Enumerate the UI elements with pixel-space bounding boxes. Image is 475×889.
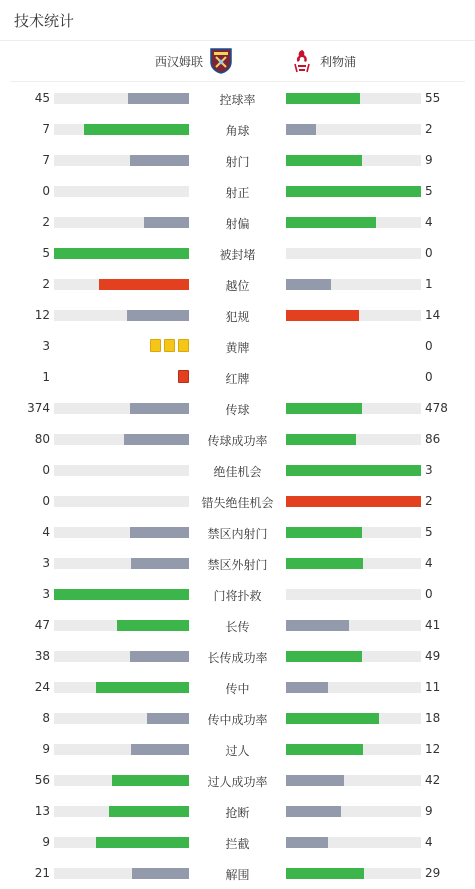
away-stat-value: 5 <box>425 184 433 198</box>
home-stat-bar-track <box>54 310 189 321</box>
header <box>0 0 475 41</box>
home-stat-value: 0 <box>42 463 50 477</box>
home-stat-bar-track <box>54 124 189 135</box>
home-stat-bar-track <box>54 620 189 631</box>
red-card-icon <box>178 370 189 383</box>
home-stat-bar <box>144 217 189 228</box>
home-stat-bar-track <box>54 403 189 414</box>
home-stat-bar <box>54 589 189 600</box>
stat-row <box>0 703 475 734</box>
away-stat-value: 2 <box>425 494 433 508</box>
away-stat-value: 0 <box>425 370 433 384</box>
home-cards <box>150 339 189 352</box>
home-stat-bar <box>96 682 189 693</box>
stat-label: 角球 <box>225 124 250 138</box>
home-stat-value: 0 <box>42 184 50 198</box>
away-stat-value: 42 <box>425 773 441 787</box>
away-stat-value: 2 <box>425 122 433 136</box>
home-stat-bar <box>130 527 189 538</box>
home-stat-bar-track <box>54 713 189 724</box>
stat-row <box>0 548 475 579</box>
away-stat-bar-track <box>286 744 421 755</box>
home-stat-bar-track <box>54 744 189 755</box>
away-stat-bar-track <box>286 620 421 631</box>
away-stat-bar <box>286 744 363 755</box>
away-stat-bar-track <box>286 682 421 693</box>
home-stat-bar <box>131 744 189 755</box>
home-stat-bar <box>132 868 189 879</box>
away-stat-value: 18 <box>425 711 441 725</box>
home-stat-value: 2 <box>42 215 50 229</box>
away-stat-bar-track <box>286 217 421 228</box>
home-team[interactable] <box>155 41 233 81</box>
away-stat-value: 3 <box>425 463 433 477</box>
away-stat-value: 4 <box>425 215 433 229</box>
yellow-card-icon <box>164 339 175 352</box>
home-stat-bar <box>130 403 189 414</box>
home-stat-bar <box>117 620 189 631</box>
home-stat-bar-track <box>54 806 189 817</box>
away-stat-bar-track <box>286 155 421 166</box>
stat-label: 绝佳机会 <box>213 465 262 479</box>
stat-row <box>0 827 475 858</box>
stat-label: 禁区内射门 <box>207 527 268 541</box>
home-stat-value: 0 <box>42 494 50 508</box>
stat-label: 错失绝佳机会 <box>201 496 274 510</box>
teams-header <box>10 41 465 82</box>
stat-row <box>0 176 475 207</box>
away-stat-value: 478 <box>425 401 448 415</box>
home-stat-value: 24 <box>34 680 50 694</box>
home-stat-bar-track <box>54 93 189 104</box>
home-stat-bar-track <box>54 434 189 445</box>
stat-label: 红牌 <box>225 372 250 386</box>
stat-row <box>0 145 475 176</box>
stat-label: 长传 <box>225 620 250 634</box>
stat-label: 越位 <box>225 279 250 293</box>
away-stat-value: 0 <box>425 246 433 260</box>
home-stat-value: 4 <box>42 525 50 539</box>
stat-row <box>0 579 475 610</box>
home-stat-bar-track <box>54 682 189 693</box>
stat-label: 抢断 <box>225 806 250 820</box>
home-stat-value: 80 <box>34 432 50 446</box>
away-stat-bar-track <box>286 713 421 724</box>
away-stat-bar-track <box>286 651 421 662</box>
away-stat-value: 11 <box>425 680 441 694</box>
home-stat-bar-track <box>54 155 189 166</box>
away-stat-bar-track <box>286 465 421 476</box>
away-stat-bar-track <box>286 186 421 197</box>
away-team-name: 利物浦 <box>320 54 357 69</box>
away-stat-bar <box>286 279 331 290</box>
home-stat-bar <box>130 155 189 166</box>
home-stat-bar-track <box>54 186 189 197</box>
stat-row <box>0 424 475 455</box>
away-stat-bar-track <box>286 248 421 259</box>
away-stat-bar <box>286 868 364 879</box>
stat-label: 射正 <box>225 186 250 200</box>
stat-row <box>0 269 475 300</box>
away-stat-bar-track <box>286 93 421 104</box>
home-stat-value: 3 <box>42 587 50 601</box>
away-stat-bar-track <box>286 527 421 538</box>
stat-label: 传球 <box>225 403 250 417</box>
stat-row <box>0 83 475 114</box>
away-stat-bar <box>286 713 379 724</box>
away-stat-bar <box>286 558 363 569</box>
away-stat-value: 1 <box>425 277 433 291</box>
away-stat-value: 0 <box>425 339 433 353</box>
home-stat-bar <box>99 279 189 290</box>
stat-label: 黄牌 <box>225 341 250 355</box>
away-stat-bar <box>286 651 362 662</box>
stat-row <box>0 207 475 238</box>
stat-label: 禁区外射门 <box>207 558 268 572</box>
away-team[interactable] <box>290 41 356 81</box>
away-stat-bar-track <box>286 496 421 507</box>
home-stat-bar <box>54 248 189 259</box>
away-stat-value: 49 <box>425 649 441 663</box>
home-stat-value: 8 <box>42 711 50 725</box>
home-stat-bar-track <box>54 465 189 476</box>
away-stat-value: 14 <box>425 308 441 322</box>
home-stat-bar-track <box>54 651 189 662</box>
stat-row <box>0 517 475 548</box>
stat-row <box>0 455 475 486</box>
home-stat-value: 1 <box>42 370 50 384</box>
away-stat-bar <box>286 837 328 848</box>
home-stat-value: 45 <box>34 91 50 105</box>
home-stat-bar-track <box>54 558 189 569</box>
stat-row <box>0 641 475 672</box>
home-stat-value: 3 <box>42 556 50 570</box>
home-team-name: 西汉姆联 <box>154 54 203 69</box>
stat-label: 传中成功率 <box>207 713 268 727</box>
away-stat-bar <box>286 620 349 631</box>
stat-row <box>0 393 475 424</box>
away-stat-bar <box>286 527 362 538</box>
stat-row <box>0 300 475 331</box>
away-stat-bar <box>286 124 316 135</box>
away-stat-bar-track <box>286 403 421 414</box>
stat-label: 拦截 <box>225 837 250 851</box>
home-stat-bar <box>130 651 189 662</box>
stat-row <box>0 362 475 393</box>
stat-row <box>0 238 475 269</box>
stat-row <box>0 796 475 827</box>
west-ham-crest-icon <box>209 48 233 74</box>
away-stat-bar <box>286 186 421 197</box>
away-stat-bar <box>286 775 344 786</box>
away-stat-bar-track <box>286 806 421 817</box>
stat-row <box>0 734 475 765</box>
away-stat-bar-track <box>286 775 421 786</box>
stat-label: 射门 <box>225 155 250 169</box>
home-stat-bar-track <box>54 868 189 879</box>
stat-label: 过人成功率 <box>207 775 268 789</box>
away-stat-bar-track <box>286 558 421 569</box>
away-stat-bar <box>286 93 360 104</box>
stat-row <box>0 765 475 796</box>
home-stat-bar <box>84 124 189 135</box>
home-stat-bar <box>112 775 189 786</box>
away-stat-value: 9 <box>425 804 433 818</box>
stat-label: 犯规 <box>225 310 250 324</box>
away-stat-value: 5 <box>425 525 433 539</box>
away-stat-value: 9 <box>425 153 433 167</box>
home-stat-bar-track <box>54 527 189 538</box>
away-stat-value: 4 <box>425 835 433 849</box>
home-cards <box>178 370 189 383</box>
stat-label: 传中 <box>225 682 250 696</box>
home-stat-value: 7 <box>42 153 50 167</box>
away-stat-bar <box>286 434 356 445</box>
home-stat-value: 374 <box>27 401 50 415</box>
away-stat-value: 0 <box>425 587 433 601</box>
stat-row <box>0 610 475 641</box>
stat-label: 解围 <box>225 868 250 882</box>
stat-label: 长传成功率 <box>207 651 268 665</box>
stat-row <box>0 331 475 362</box>
stat-label: 门将扑救 <box>213 589 262 603</box>
home-stat-bar-track <box>54 279 189 290</box>
stat-row <box>0 858 475 889</box>
home-stat-bar-track <box>54 775 189 786</box>
home-stat-bar <box>124 434 189 445</box>
away-stat-value: 4 <box>425 556 433 570</box>
page-title: 技术统计 <box>14 12 75 30</box>
home-stat-value: 12 <box>34 308 50 322</box>
stat-label: 过人 <box>225 744 250 758</box>
away-stat-bar <box>286 806 341 817</box>
stat-row <box>0 672 475 703</box>
away-stat-bar <box>286 403 362 414</box>
home-stat-bar-track <box>54 248 189 259</box>
home-stat-bar <box>96 837 189 848</box>
away-stat-value: 12 <box>425 742 441 756</box>
away-stat-bar-track <box>286 589 421 600</box>
yellow-card-icon <box>178 339 189 352</box>
away-stat-bar-track <box>286 310 421 321</box>
home-stat-bar-track <box>54 837 189 848</box>
away-stat-bar <box>286 496 421 507</box>
away-stat-bar <box>286 310 359 321</box>
home-stat-bar <box>131 558 189 569</box>
away-stat-bar-track <box>286 124 421 135</box>
home-stat-value: 9 <box>42 835 50 849</box>
home-stat-bar-track <box>54 589 189 600</box>
home-stat-value: 38 <box>34 649 50 663</box>
away-stat-bar <box>286 465 421 476</box>
home-stat-value: 2 <box>42 277 50 291</box>
stat-label: 射偏 <box>225 217 250 231</box>
home-stat-bar <box>147 713 189 724</box>
away-stat-bar <box>286 682 328 693</box>
away-stat-value: 41 <box>425 618 441 632</box>
home-stat-value: 13 <box>34 804 50 818</box>
away-stat-bar-track <box>286 868 421 879</box>
away-stat-bar <box>286 217 376 228</box>
home-stat-value: 5 <box>42 246 50 260</box>
away-stat-bar-track <box>286 837 421 848</box>
home-stat-value: 56 <box>34 773 50 787</box>
away-stat-value: 29 <box>425 866 441 880</box>
stat-row <box>0 114 475 145</box>
home-stat-value: 9 <box>42 742 50 756</box>
away-stat-bar-track <box>286 434 421 445</box>
liverpool-crest-icon <box>290 48 314 74</box>
home-stat-bar <box>109 806 189 817</box>
home-stat-value: 3 <box>42 339 50 353</box>
home-stat-bar <box>127 310 189 321</box>
home-stat-value: 7 <box>42 122 50 136</box>
away-stat-bar-track <box>286 279 421 290</box>
stat-label: 被封堵 <box>219 248 256 262</box>
home-stat-bar-track <box>54 217 189 228</box>
stat-label: 传球成功率 <box>207 434 268 448</box>
yellow-card-icon <box>150 339 161 352</box>
home-stat-bar-track <box>54 496 189 507</box>
away-stat-value: 55 <box>425 91 441 105</box>
home-stat-bar <box>128 93 189 104</box>
away-stat-bar <box>286 155 362 166</box>
home-stat-value: 47 <box>34 618 50 632</box>
away-stat-value: 86 <box>425 432 441 446</box>
home-stat-value: 21 <box>34 866 50 880</box>
stat-row <box>0 486 475 517</box>
stat-label: 控球率 <box>219 93 256 107</box>
